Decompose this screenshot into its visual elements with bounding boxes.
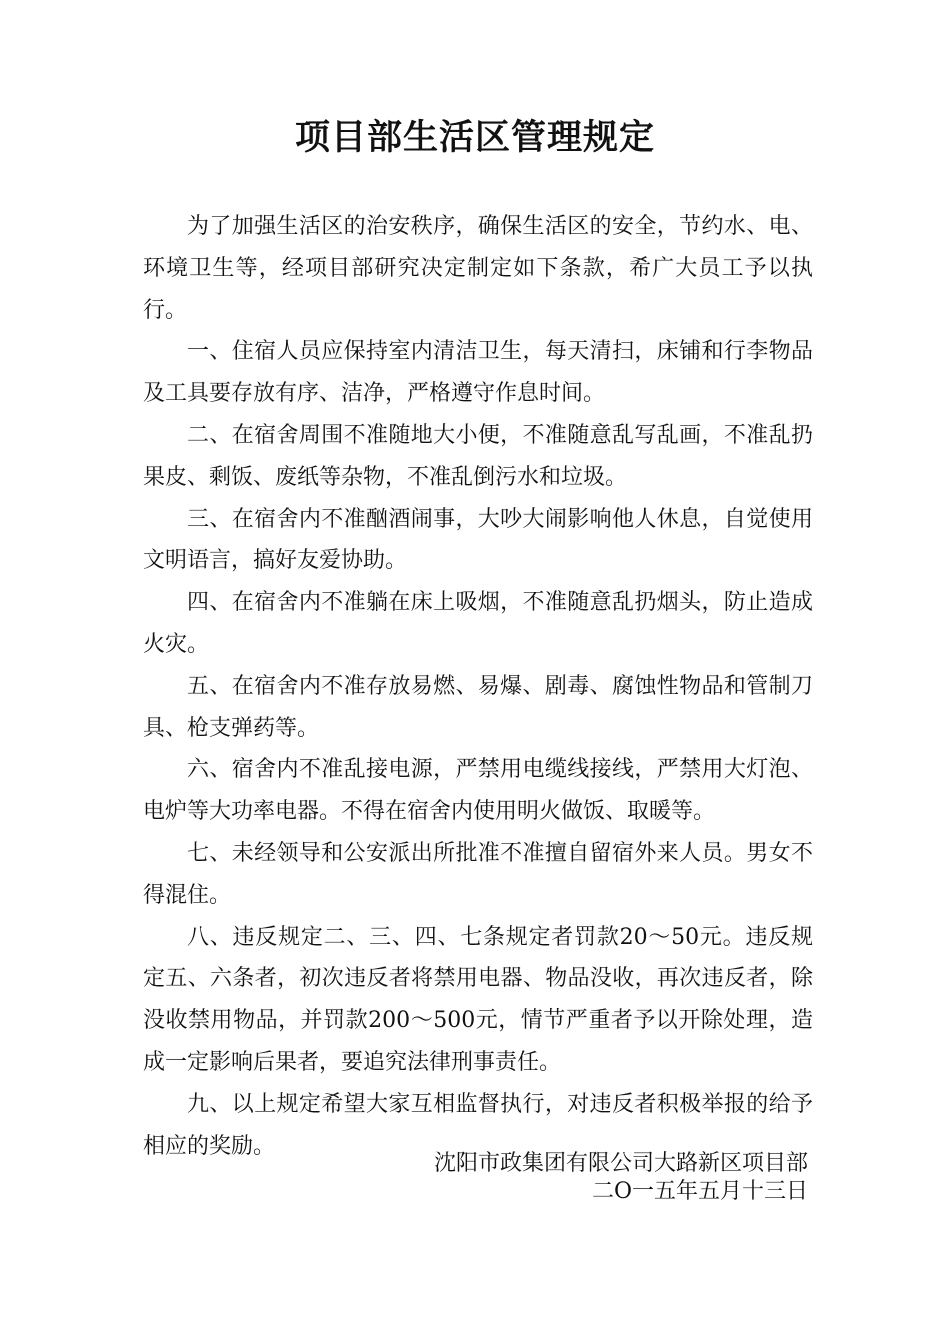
signature-organization: 沈阳市政集团有限公司大路新区项目部 [433, 1151, 808, 1176]
paragraph-rule-5: 五、在宿舍内不准存放易燃、易爆、剧毒、腐蚀性物品和管制刀具、枪支弹药等。 [143, 673, 813, 741]
paragraph-rule-4: 四、在宿舍内不准躺在床上吸烟，不准随意乱扔烟头，防止造成火灾。 [143, 590, 813, 657]
signature-block [434, 1150, 808, 1206]
paragraph-rule-3: 三、在宿舍内不准酗酒闹事，大吵大闹影响他人休息，自觉使用文明语言，搞好友爱协助。 [143, 506, 813, 574]
paragraph-rule-2: 二、在宿舍周围不准随地大小便，不准随意乱写乱画，不准乱扔果皮、剩饭、废纸等杂物，不准乱倒污水和垃圾。 [143, 422, 813, 490]
paragraph-intro: 为了加强生活区的治安秩序，确保生活区的安全，节约水、电、环境卫生等，经项目部研究决定制定如下条款，希广大员工予以执行。 [143, 214, 813, 323]
paragraph-rule-1: 一、住宿人员应保持室内清洁卫生，每天清扫，床铺和行李物品及工具要存放有序、洁净，严格遵守作息时间。 [143, 339, 813, 407]
paragraph-rule-7: 七、未经领导和公安派出所批准不准擅自留宿外来人员。男女不得混住。 [143, 840, 813, 908]
paragraph-rule-8: 八、违反规定二、三、四、七条规定者罚款20～50元。违反规定五、六条者，初次违反者将禁用电器、物品没收，再次违反者，除没收禁用物品，并罚款200～500元，情节严重者予以开除处理，造成一定影响后果者，要追究法律刑事责任。 [143, 924, 813, 1075]
document-body [143, 206, 813, 1167]
paragraph-rule-9: 九、以上规定希望大家互相监督执行，对违反者积极举报的给予相应的奖励。 [143, 1091, 813, 1159]
document-title: 项目部生活区管理规定 [294, 118, 655, 158]
signature-date: 二O一五年五月十三日 [591, 1179, 808, 1204]
paragraph-rule-6: 六、宿舍内不准乱接电源，严禁用电缆线接线，严禁用大灯泡、电炉等大功率电器。不得在宿舍内使用明火做饭、取暖等。 [143, 757, 813, 825]
